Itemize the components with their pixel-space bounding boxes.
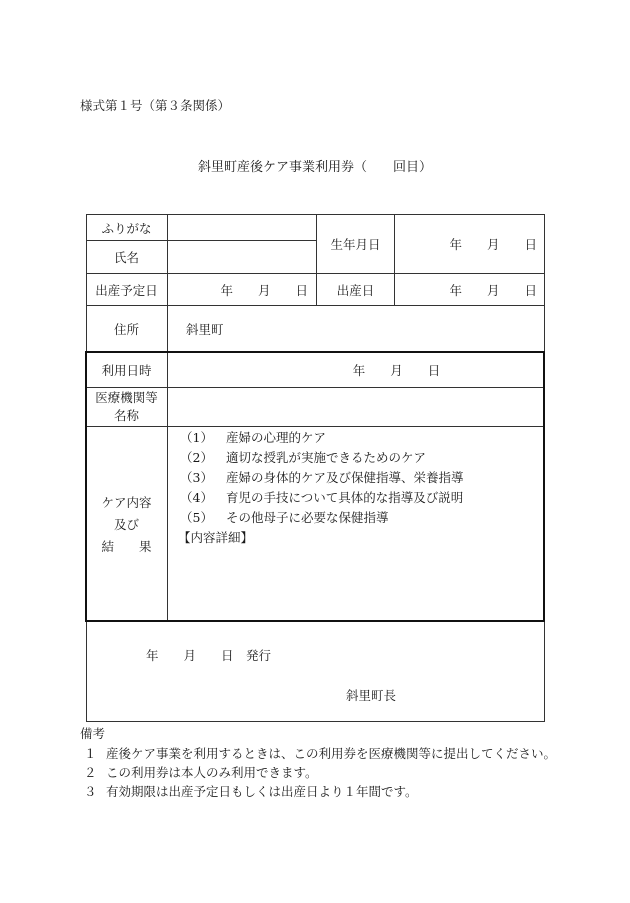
use-datetime-field[interactable]: 年 月 日: [352, 362, 441, 378]
care-item-text: その他母子に必要な保健指導: [226, 510, 389, 525]
note-item: [80, 782, 550, 801]
care-item-text: 産婦の心理的ケア: [226, 430, 327, 445]
care-item[interactable]: [180, 428, 464, 448]
birth-date-label: 出産日: [336, 282, 375, 298]
address-field[interactable]: 斜里町: [186, 322, 224, 337]
care-item-text: 適切な授乳が実施できるためのケア: [226, 450, 427, 465]
note-number: ３: [84, 784, 97, 799]
notes-section: [80, 724, 557, 801]
due-date-field[interactable]: 年 月 日: [220, 282, 308, 298]
care-item[interactable]: [180, 508, 464, 528]
note-item: [80, 744, 557, 763]
issuer: 斜里町長: [346, 688, 397, 703]
care-item-text: 育児の手技について具体的な指導及び説明: [226, 490, 464, 505]
issue-date: 年 月 日 発行: [146, 648, 272, 663]
note-text: 産後ケア事業を利用するときは、この利用券を医療機関等に提出してください。: [106, 746, 557, 761]
care-item-number: （2）: [180, 450, 213, 465]
furigana-label: ふりがな: [101, 220, 152, 236]
care-item-number: （1）: [180, 430, 213, 445]
due-date-label: 出産予定日: [95, 282, 158, 298]
note-number: １: [84, 746, 97, 761]
use-datetime-label: 利用日時: [101, 362, 152, 378]
care-item-number: （5）: [180, 510, 213, 525]
care-item-number: （4）: [180, 490, 213, 505]
note-number: ２: [84, 765, 97, 780]
note-text: この利用券は本人のみ利用できます。: [106, 765, 318, 780]
care-label-line2: 及び: [113, 516, 139, 532]
birth-date-field[interactable]: 年 月 日: [449, 282, 537, 298]
care-label: [86, 427, 167, 622]
notes-heading: 備考: [80, 726, 106, 741]
form-number: 様式第１号（第３条関係）: [80, 98, 231, 113]
care-label-line1: ケア内容: [101, 494, 152, 510]
care-item[interactable]: [180, 448, 464, 468]
details-label: 【内容詳細】: [178, 530, 254, 545]
institution-label: [86, 388, 167, 426]
care-items-list: [180, 428, 464, 548]
care-item-text: 産婦の身体的ケア及び保健指導、栄養指導: [226, 470, 464, 485]
institution-label-line1: 医療機関等: [95, 390, 158, 405]
care-label-line3: 結 果: [101, 538, 152, 554]
document-title: 斜里町産後ケア事業利用券（ 回目）: [197, 160, 432, 175]
birthdate-field[interactable]: 年 月 日: [449, 236, 537, 252]
care-item[interactable]: [180, 468, 464, 488]
institution-label-line2: 名称: [113, 408, 139, 423]
note-item: [80, 763, 550, 782]
address-label: 住所: [113, 322, 139, 337]
furigana-field[interactable]: [168, 214, 316, 240]
note-text: 有効期限は出産予定日もしくは出産日より１年間です。: [106, 784, 418, 799]
care-item-number: （3）: [180, 470, 213, 485]
birthdate-label: 生年月日: [330, 236, 381, 252]
name-label: 氏名: [113, 250, 139, 265]
name-field[interactable]: [168, 241, 316, 273]
institution-field[interactable]: [168, 388, 545, 426]
care-item[interactable]: [180, 488, 464, 508]
